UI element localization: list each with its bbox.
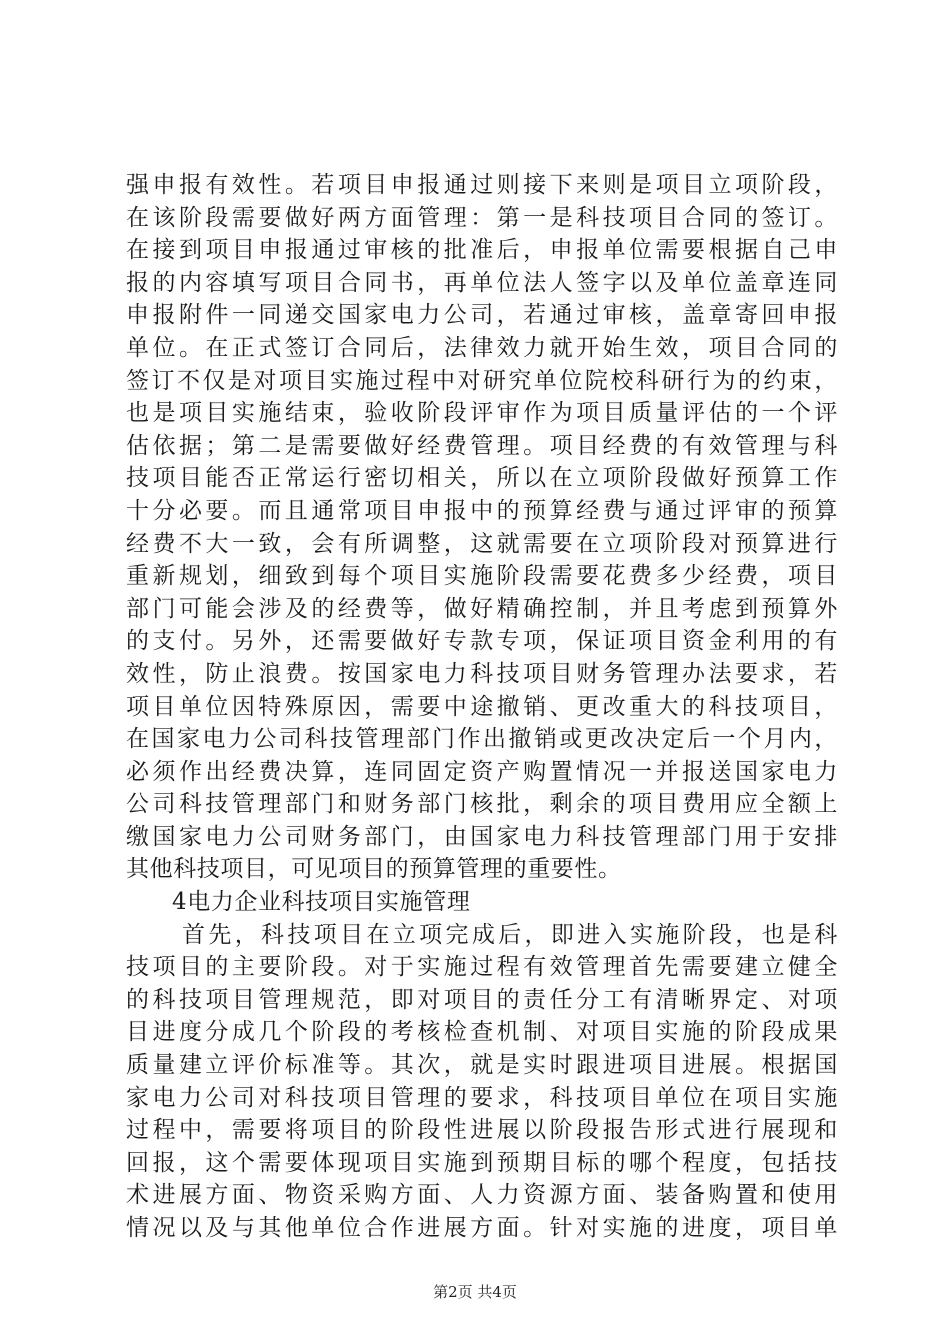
text-line: 目进度分成几个阶段的考核检查机制、对项目实施的阶段成果 xyxy=(126,1019,838,1046)
text-line: 报的内容填写项目合同书，再单位法人签字以及单位盖章连同 xyxy=(126,269,838,296)
text-line: 公司科技管理部门和财务部门核批，剩余的项目费用应全额上 xyxy=(126,791,838,818)
text-line: 缴国家电力公司财务部门，由国家电力科技管理部门用于安排 xyxy=(126,823,838,850)
text-line: 术进展方面、物资采购方面、人力资源方面、装备购置和使用 xyxy=(126,1182,838,1209)
text-line: 部门可能会涉及的经费等，做好精确控制，并且考虑到预算外 xyxy=(126,595,838,622)
text-line: 在该阶段需要做好两方面管理：第一是科技项目合同的签订。 xyxy=(126,204,838,231)
text-line: 项目单位因特殊原因，需要中途撤销、更改重大的科技项目， xyxy=(126,693,838,720)
text-line: 单位。在正式签订合同后，法律效力就开始生效，项目合同的 xyxy=(126,334,838,361)
text-line: 效性，防止浪费。按国家电力科技项目财务管理办法要求，若 xyxy=(126,660,838,687)
paragraph-implementation-management xyxy=(126,919,838,1245)
section-heading: 4电力企业科技项目实施管理 xyxy=(172,889,471,916)
text-line: 申报附件一同递交国家电力公司，若通过审核，盖章寄回申报 xyxy=(126,302,838,329)
text-line: 也是项目实施结束，验收阶段评审作为项目质量评估的一个评 xyxy=(126,400,838,427)
text-line: 其他科技项目，可见项目的预算管理的重要性。 xyxy=(126,856,622,883)
text-line: 重新规划，细致到每个项目实施阶段需要花费多少经费，项目 xyxy=(126,563,838,590)
page-number-footer: 第2页 共4页 xyxy=(433,1283,517,1301)
text-line: 十分必要。而且通常项目申报中的预算经费与通过评审的预算 xyxy=(126,497,838,524)
text-line: 技项目能否正常运行密切相关，所以在立项阶段做好预算工作 xyxy=(126,465,838,492)
text-line: 签订不仅是对项目实施过程中对研究单位院校科研行为的约束， xyxy=(126,367,838,394)
text-line: 质量建立评价标准等。其次，就是实时跟进项目进展。根据国 xyxy=(126,1052,838,1079)
text-line: 首先，科技项目在立项完成后，即进入实施阶段，也是科 xyxy=(182,921,838,948)
text-line: 技项目的主要阶段。对于实施过程有效管理首先需要建立健全 xyxy=(126,954,838,981)
text-line: 过程中，需要将项目的阶段性进展以阶段报告形式进行展现和 xyxy=(126,1117,838,1144)
text-line: 经费不大一致，会有所调整，这就需要在立项阶段对预算进行 xyxy=(126,530,838,557)
text-line: 必须作出经费决算，连同固定资产购置情况一并报送国家电力 xyxy=(126,758,838,785)
text-line: 强申报有效性。若项目申报通过则接下来则是项目立项阶段， xyxy=(126,172,838,198)
text-line: 家电力公司对科技项目管理的要求，科技项目单位在项目实施 xyxy=(126,1084,838,1111)
text-line: 的支付。另外，还需要做好专款专项，保证项目资金利用的有 xyxy=(126,628,838,655)
text-line: 的科技项目管理规范，即对项目的责任分工有清晰界定、对项 xyxy=(126,986,838,1013)
text-line: 在国家电力公司科技管理部门作出撤销或更改决定后一个月内， xyxy=(126,726,838,753)
document-body xyxy=(126,169,838,1245)
text-line: 回报，这个需要体现项目实施到预期目标的哪个程度，包括技 xyxy=(126,1149,838,1176)
text-line: 估依据；第二是需要做好经费管理。项目经费的有效管理与科 xyxy=(126,432,838,459)
text-line: 在接到项目申报通过审核的批准后，申报单位需要根据自己申 xyxy=(126,237,838,264)
paragraph-budget-management xyxy=(126,169,838,886)
text-line: 情况以及与其他单位合作进展方面。针对实施的进度，项目单 xyxy=(126,1215,838,1241)
